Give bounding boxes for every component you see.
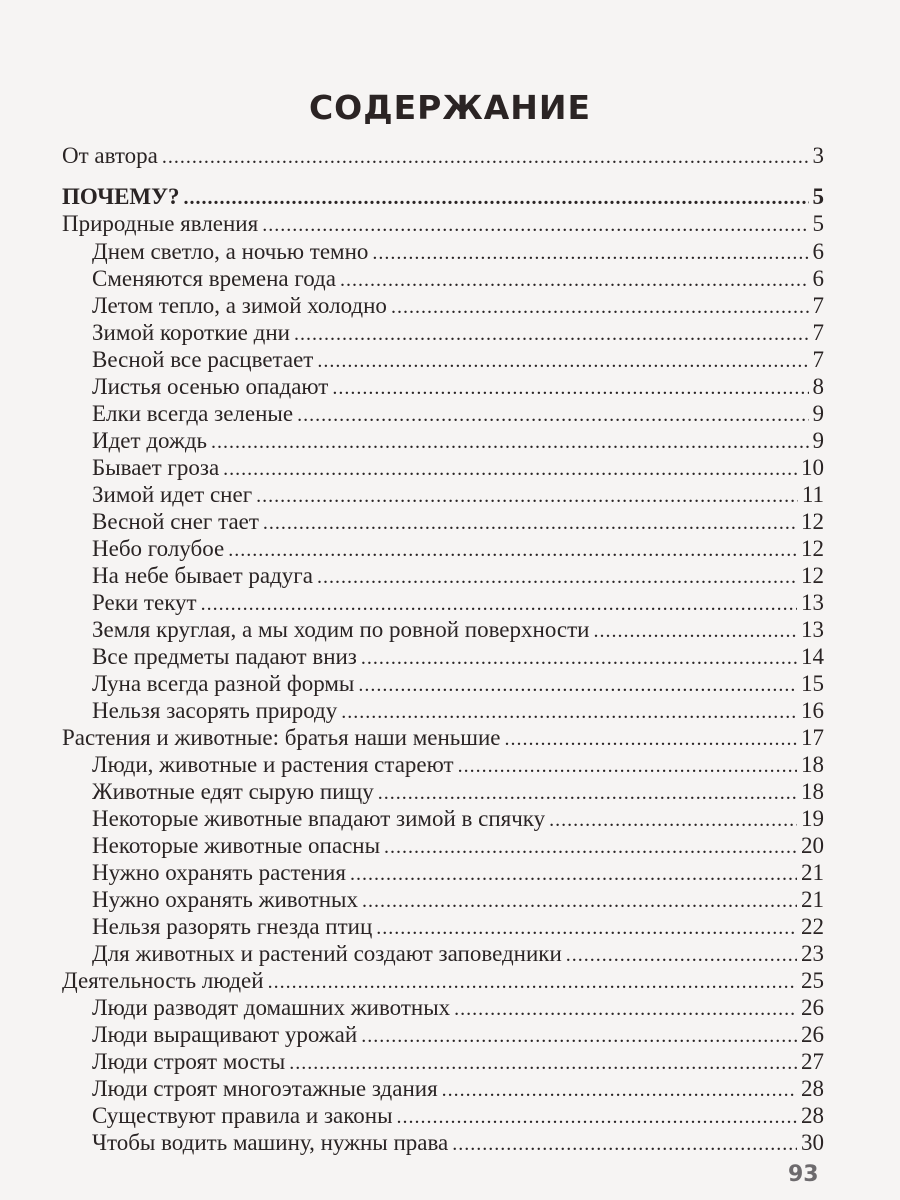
toc-entry-title: Весной все расцветает: [92, 347, 314, 372]
toc-entry: [92, 779, 824, 809]
toc-entry-page: 9: [812, 401, 824, 426]
toc-entry-page: 28: [801, 1103, 824, 1128]
toc-entry-title: Люди строят мосты: [92, 1049, 286, 1074]
toc-entry-page: 27: [801, 1049, 824, 1074]
toc-entry: [92, 995, 824, 1025]
toc-entry: [92, 455, 824, 485]
dot-leader: [549, 809, 797, 832]
dot-leader: [332, 377, 808, 400]
toc-entry: [62, 211, 824, 241]
toc-entry-page: 12: [801, 563, 824, 588]
toc-entry: [92, 428, 824, 458]
toc-entry-page: 20: [801, 833, 824, 858]
toc-entry: [92, 536, 824, 566]
toc-entry-title: Нужно охранять животных: [92, 887, 358, 912]
toc-entry: [92, 293, 824, 323]
dot-leader: [341, 701, 797, 724]
dot-leader: [442, 1079, 797, 1102]
toc-entry-title: На небе бывает радуга: [92, 563, 313, 588]
toc-entry-page: 7: [812, 293, 824, 318]
dot-leader: [340, 269, 809, 292]
toc-entry-title: Земля круглая, а мы ходим по ровной поверхности: [92, 617, 590, 642]
toc-entry-page: 8: [812, 374, 824, 399]
toc-entry: [92, 860, 824, 890]
dot-leader: [452, 1133, 797, 1156]
dot-leader: [289, 1052, 797, 1075]
toc-entry-title: Люди строят многоэтажные здания: [92, 1076, 438, 1101]
toc-entry-page: 7: [812, 347, 824, 372]
toc-entry-page: 12: [801, 509, 824, 534]
dot-leader: [376, 917, 797, 940]
toc-entry-title: Зимой идет снег: [92, 482, 253, 507]
toc-entry: [92, 347, 824, 377]
toc-entry-page: 5: [812, 184, 824, 209]
toc-entry-title: Летом тепло, а зимой холодно: [92, 293, 387, 318]
dot-leader: [201, 593, 797, 616]
toc-entry-page: 12: [801, 536, 824, 561]
dot-leader: [294, 323, 809, 346]
toc-entry-page: 13: [801, 617, 824, 642]
dot-leader: [256, 485, 798, 508]
toc-entry-page: 16: [801, 698, 824, 723]
toc-entry-title: От автора: [62, 143, 158, 168]
dot-leader: [372, 242, 808, 265]
toc-entry: [92, 914, 824, 944]
toc-entry-title: Сменяются времена года: [92, 266, 336, 291]
toc-entry: [92, 698, 824, 728]
toc-entry-title: Нельзя разорять гнезда птиц: [92, 914, 373, 939]
dot-leader: [297, 404, 808, 427]
toc-entry-title: Зимой короткие дни: [92, 320, 290, 345]
toc-entry: [92, 1103, 824, 1133]
dot-leader: [228, 539, 797, 562]
toc-entry: [92, 941, 824, 971]
toc-entry-page: 5: [812, 211, 824, 236]
toc-entry-page: 15: [801, 671, 824, 696]
dot-leader: [378, 782, 797, 805]
toc-entry-page: 10: [801, 455, 824, 480]
dot-leader: [362, 890, 797, 913]
toc-entry: [92, 590, 824, 620]
toc-entry: [92, 320, 824, 350]
dot-leader: [391, 296, 809, 319]
toc-entry-page: 21: [801, 860, 824, 885]
dot-leader: [454, 998, 797, 1021]
toc-entry-page: 6: [812, 239, 824, 264]
toc-entry: [62, 725, 824, 755]
dot-leader: [458, 755, 797, 778]
dot-leader: [317, 350, 808, 373]
dot-leader: [505, 728, 798, 751]
toc-entry-page: 26: [801, 995, 824, 1020]
toc-entry-page: 22: [801, 914, 824, 939]
toc-entry-title: Все предметы падают вниз: [92, 644, 357, 669]
toc-entry: [62, 968, 824, 998]
toc-entry: [92, 644, 824, 674]
toc-entry-page: 11: [801, 482, 824, 507]
toc-entry: [92, 239, 824, 269]
toc-entry-title: Деятельность людей: [62, 968, 264, 993]
page-number: 93: [788, 1162, 819, 1187]
toc-entry-title: Для животных и растений создают заповедники: [92, 941, 562, 966]
toc-entry-title: Идет дождь: [92, 428, 208, 453]
toc-entry-title: Нужно охранять растения: [92, 860, 346, 885]
dot-leader: [361, 1025, 797, 1048]
toc-entry-title: Люди выращивают урожай: [92, 1022, 358, 1047]
toc-entry: [92, 887, 824, 917]
toc-entry-title: Нельзя засорять природу: [92, 698, 338, 723]
toc-entry: [62, 184, 824, 214]
toc-entry-title: Существуют правила и законы: [92, 1103, 393, 1128]
toc-entry: [92, 671, 824, 701]
toc-entry: [92, 806, 824, 836]
toc-entry-title: Люди, животные и растения стареют: [92, 752, 454, 777]
dot-leader: [350, 863, 797, 886]
toc-entry-title: Весной снег тает: [92, 509, 259, 534]
toc-entry: [92, 401, 824, 431]
dot-leader: [397, 1106, 797, 1129]
toc-entry: [92, 1130, 824, 1160]
dot-leader: [593, 620, 797, 643]
toc-entry-page: 21: [801, 887, 824, 912]
toc-entry: [92, 509, 824, 539]
toc-entry: [92, 374, 824, 404]
dot-leader: [361, 647, 797, 670]
toc-entry-page: 14: [801, 644, 824, 669]
toc-entry: [92, 752, 824, 782]
toc-entry-page: 23: [801, 941, 824, 966]
toc-entry: [92, 833, 824, 863]
toc-entry-page: 30: [801, 1130, 824, 1155]
toc-entry-page: 18: [801, 779, 824, 804]
toc-entry: [92, 1076, 824, 1106]
toc-entry-title: Природные явления: [62, 211, 259, 236]
toc-entry-page: 25: [801, 968, 824, 993]
toc-entry-page: 6: [812, 266, 824, 291]
toc-entry-title: Реки текут: [92, 590, 197, 615]
toc-entry-page: 13: [801, 590, 824, 615]
toc-entry-title: Люди разводят домашних животных: [92, 995, 451, 1020]
page-title: СОДЕРЖАНИЕ: [308, 88, 592, 127]
toc-entry-title: ПОЧЕМУ?: [62, 184, 180, 209]
toc-entry-title: Бывает гроза: [92, 455, 220, 480]
toc-entry-title: Днем светло, а ночью темно: [92, 239, 369, 264]
toc-entry-title: Елки всегда зеленые: [92, 401, 294, 426]
toc-entry: [92, 482, 824, 512]
dot-leader: [184, 187, 809, 210]
dot-leader: [566, 944, 797, 967]
dot-leader: [223, 458, 797, 481]
dot-leader: [263, 512, 797, 535]
dot-leader: [268, 971, 797, 994]
toc-entry-title: Чтобы водить машину, нужны права: [92, 1130, 449, 1155]
toc-entry-page: 28: [801, 1076, 824, 1101]
dot-leader: [162, 146, 809, 169]
toc-entry-page: 26: [801, 1022, 824, 1047]
toc-entry: [92, 266, 824, 296]
toc-entry-page: 17: [801, 725, 824, 750]
toc-entry-title: Листья осенью опадают: [92, 374, 329, 399]
dot-leader: [317, 566, 797, 589]
toc-entry-title: Луна всегда разной формы: [92, 671, 355, 696]
toc-entry-title: Некоторые животные впадают зимой в спячку: [92, 806, 546, 831]
toc-entry-page: 18: [801, 752, 824, 777]
dot-leader: [358, 674, 797, 697]
toc-entry: [92, 563, 824, 593]
toc-entry: [92, 617, 824, 647]
dot-leader: [384, 836, 797, 859]
toc-entry-title: Некоторые животные опасны: [92, 833, 381, 858]
toc-entry-title: Небо голубое: [92, 536, 225, 561]
toc-entry-title: Растения и животные: братья наши меньшие: [62, 725, 501, 750]
toc-entry-page: 9: [812, 428, 824, 453]
toc-entry-page: 3: [812, 143, 824, 168]
toc-entry-page: 7: [812, 320, 824, 345]
toc-entry: [92, 1022, 824, 1052]
dot-leader: [211, 431, 808, 454]
toc-entry-page: 19: [801, 806, 824, 831]
dot-leader: [262, 214, 808, 237]
toc-entry-title: Животные едят сырую пищу: [92, 779, 374, 804]
toc-entry: [62, 143, 824, 173]
toc-entry: [92, 1049, 824, 1079]
